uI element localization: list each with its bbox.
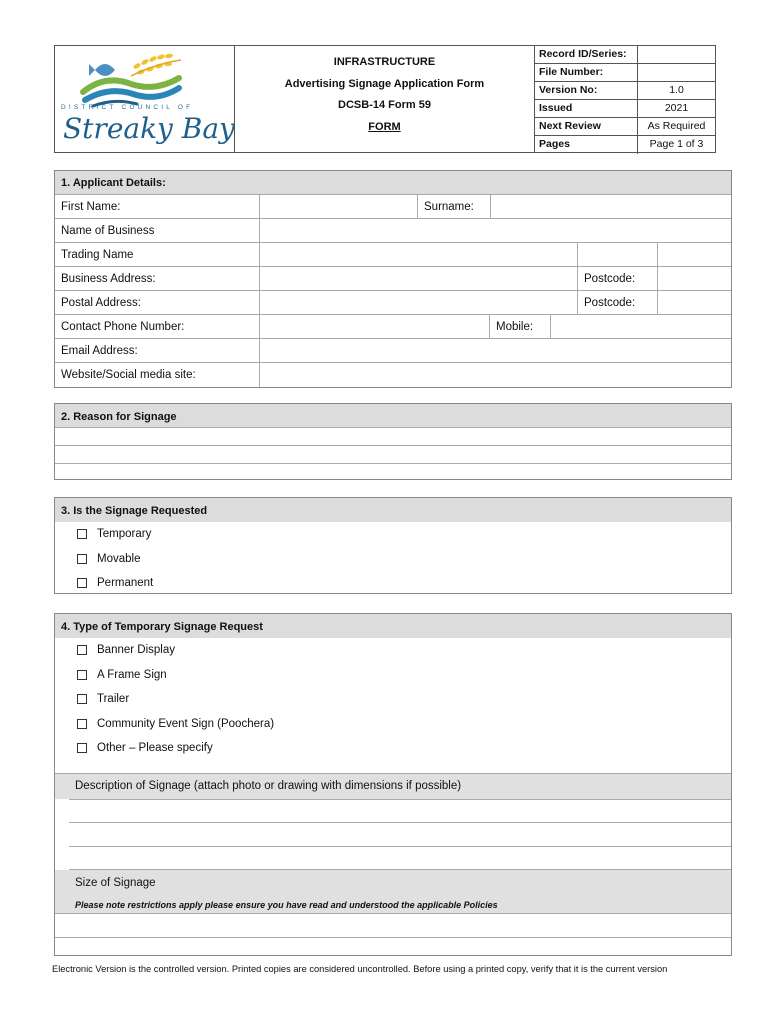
- trading-name-extra-2[interactable]: [658, 243, 731, 266]
- row-business-name: [55, 219, 731, 243]
- description-line-1[interactable]: [69, 800, 731, 824]
- form-title-block: [235, 46, 535, 152]
- meta-row: [535, 46, 715, 64]
- description-lines: [69, 799, 731, 871]
- option-label: Other – Please specify: [97, 742, 213, 755]
- meta-label: Record ID/Series:: [535, 46, 638, 63]
- business-address-label: Business Address:: [55, 267, 260, 290]
- meta-row: [535, 100, 715, 118]
- checkbox[interactable]: [77, 529, 87, 539]
- option-community-event-sign[interactable]: [55, 712, 731, 737]
- spacer: [55, 761, 731, 773]
- option-temporary[interactable]: [55, 522, 731, 547]
- record-meta-table: [535, 46, 715, 152]
- title-form-name: Advertising Signage Application Form: [284, 77, 485, 90]
- title-form-type: FORM: [368, 120, 401, 133]
- footer-disclaimer: Electronic Version is the controlled version. Printed copies are considered uncontrolled. Before using a printed copy, verify that it is the current version: [52, 964, 668, 974]
- section-signage-requested: [54, 497, 732, 594]
- surname-field[interactable]: [491, 195, 731, 218]
- checkbox[interactable]: [77, 554, 87, 564]
- postcode-label: Postcode:: [578, 267, 658, 290]
- checkbox[interactable]: [77, 578, 87, 588]
- email-label: Email Address:: [55, 339, 260, 362]
- business-name-label: Name of Business: [55, 219, 260, 242]
- section-title: 3. Is the Signage Requested: [55, 498, 731, 522]
- business-address-field[interactable]: [260, 267, 578, 290]
- meta-value: Page 1 of 3: [649, 138, 704, 150]
- surname-label: Surname:: [418, 195, 491, 218]
- section-title: 1. Applicant Details:: [55, 171, 731, 195]
- meta-value: 2021: [664, 102, 689, 114]
- row-postal-address: [55, 291, 731, 315]
- section-title: 2. Reason for Signage: [55, 404, 731, 428]
- option-label: Temporary: [97, 528, 152, 541]
- meta-row: [535, 82, 715, 100]
- first-name-label: First Name:: [55, 195, 260, 218]
- checkbox[interactable]: [77, 645, 87, 655]
- option-label: Banner Display: [97, 644, 175, 657]
- description-line-3[interactable]: [69, 847, 731, 871]
- website-label: Website/Social media site:: [55, 363, 260, 387]
- title-form-code: DCSB-14 Form 59: [338, 99, 431, 111]
- option-banner-display[interactable]: [55, 638, 731, 663]
- meta-value: [638, 64, 715, 81]
- description-line-2[interactable]: [69, 823, 731, 847]
- section-title: 4. Type of Temporary Signage Request: [55, 614, 731, 638]
- meta-label: File Number:: [535, 64, 638, 81]
- reason-line-1[interactable]: [55, 428, 731, 446]
- council-logo: [55, 46, 235, 152]
- option-a-frame-sign[interactable]: [55, 663, 731, 688]
- website-field[interactable]: [260, 363, 731, 387]
- mobile-field[interactable]: [551, 315, 731, 338]
- checkbox[interactable]: [77, 670, 87, 680]
- row-email: [55, 339, 731, 363]
- option-label: A Frame Sign: [97, 668, 167, 681]
- policy-note: Please note restrictions apply please ensure you have read and understood the applicable Policies: [55, 896, 731, 914]
- size-line-1[interactable]: [55, 914, 731, 938]
- postal-address-label: Postal Address:: [55, 291, 260, 314]
- row-first-name: [55, 195, 731, 219]
- postcode-label: Postcode:: [578, 291, 658, 314]
- meta-row: [535, 64, 715, 82]
- email-field[interactable]: [260, 339, 731, 362]
- reason-line-2[interactable]: [55, 446, 731, 464]
- postal-postcode-field[interactable]: [658, 291, 731, 314]
- meta-label: Version No:: [535, 82, 638, 99]
- first-name-field[interactable]: [260, 195, 418, 218]
- document-header: [54, 45, 716, 153]
- section-reason-for-signage: [54, 403, 732, 480]
- row-website: [55, 363, 731, 387]
- phone-field[interactable]: [260, 315, 490, 338]
- logo-emblem-icon: [75, 52, 185, 108]
- option-label: Community Event Sign (Poochera): [97, 717, 275, 730]
- postal-address-field[interactable]: [260, 291, 578, 314]
- option-trailer[interactable]: [55, 687, 731, 712]
- meta-row: [535, 118, 715, 136]
- meta-label: Issued: [535, 100, 638, 117]
- logo-name-text: Streaky Bay: [63, 112, 235, 145]
- trading-name-extra[interactable]: [578, 243, 658, 266]
- meta-label: Pages: [535, 136, 638, 154]
- logo-district-text: DISTRICT COUNCIL OF: [61, 104, 194, 111]
- trading-name-field[interactable]: [260, 243, 578, 266]
- row-business-address: [55, 267, 731, 291]
- phone-label: Contact Phone Number:: [55, 315, 260, 338]
- option-label: Movable: [97, 552, 141, 565]
- checkbox[interactable]: [77, 743, 87, 753]
- row-contact-phone: [55, 315, 731, 339]
- option-label: Permanent: [97, 577, 154, 590]
- row-trading-name: [55, 243, 731, 267]
- meta-value: 1.0: [669, 84, 684, 96]
- meta-value: As Required: [647, 120, 706, 132]
- business-postcode-field[interactable]: [658, 267, 731, 290]
- option-label: Trailer: [97, 693, 130, 706]
- trading-name-label: Trading Name: [55, 243, 260, 266]
- option-permanent[interactable]: [55, 571, 731, 596]
- checkbox[interactable]: [77, 719, 87, 729]
- option-other[interactable]: [55, 736, 731, 761]
- business-name-field[interactable]: [260, 219, 731, 242]
- size-header: Size of Signage: [55, 870, 731, 896]
- size-line-2[interactable]: [55, 938, 731, 962]
- mobile-label: Mobile:: [490, 315, 551, 338]
- section-applicant-details: [54, 170, 732, 388]
- meta-value: [638, 46, 715, 63]
- meta-label: Next Review: [535, 118, 638, 135]
- section-temporary-signage-type: [54, 613, 732, 956]
- reason-line-3[interactable]: [55, 464, 731, 482]
- description-header: Description of Signage (attach photo or drawing with dimensions if possible): [55, 773, 731, 799]
- size-lines: [55, 914, 731, 961]
- title-department: INFRASTRUCTURE: [333, 56, 436, 68]
- option-movable[interactable]: [55, 547, 731, 572]
- checkbox[interactable]: [77, 694, 87, 704]
- meta-row: [535, 136, 715, 154]
